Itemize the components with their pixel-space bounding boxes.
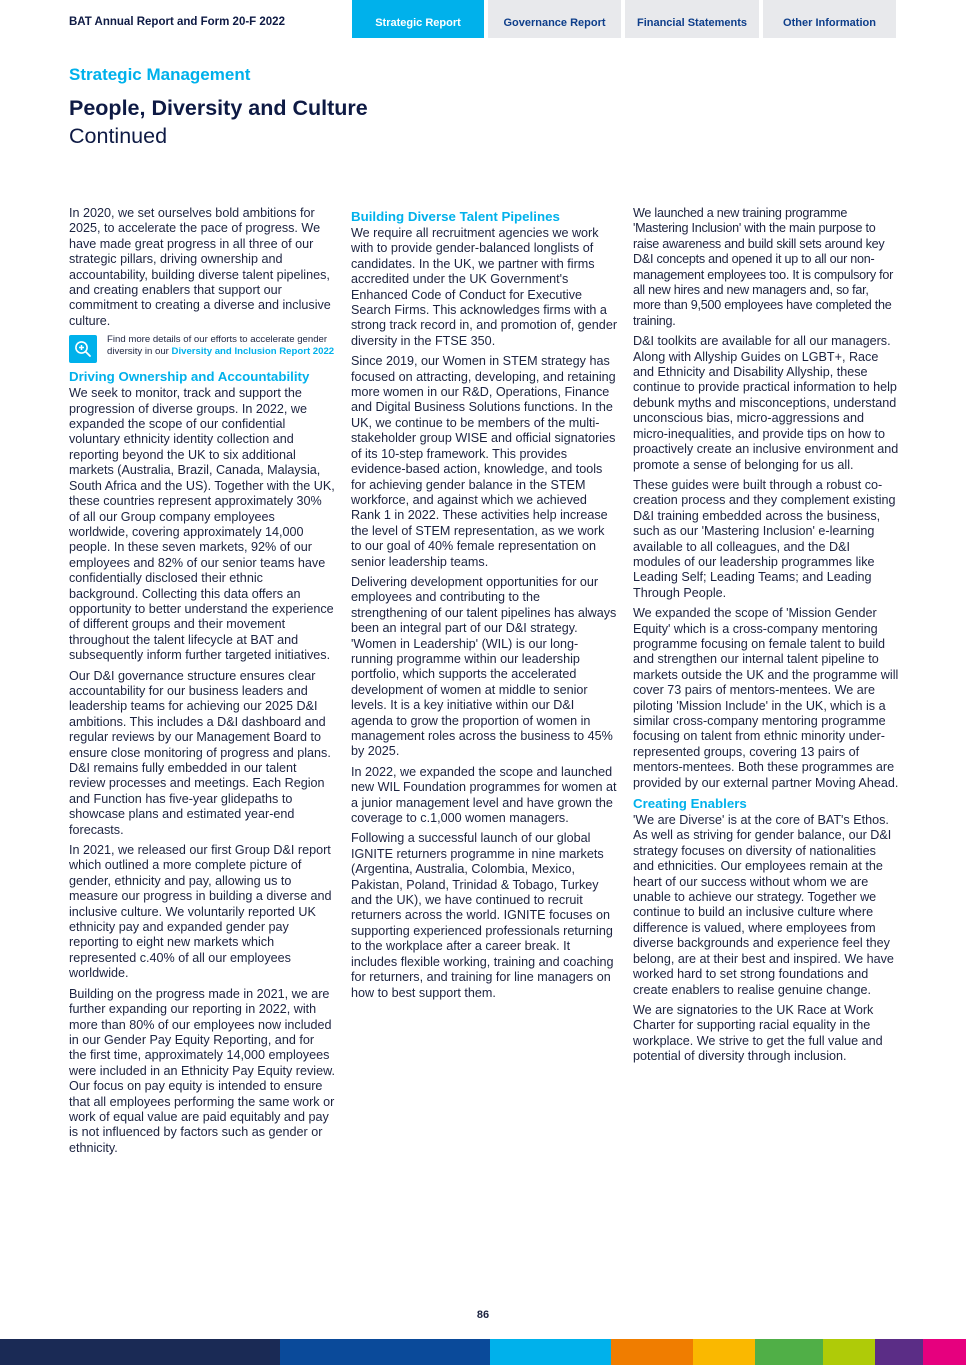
body-paragraph: In 2022, we expanded the scope and launched new WIL Foundation programmes for women at a junior management level and have grown the coverage to c.1,000 women managers.: [351, 764, 617, 826]
report-title: BAT Annual Report and Form 20-F 2022: [69, 16, 285, 28]
color-bar-segment: [923, 1339, 966, 1365]
section-tabs: [352, 0, 896, 38]
column-2: [351, 206, 617, 1006]
page-subtitle: Continued: [69, 124, 168, 148]
diversity-report-link[interactable]: Diversity and Inclusion Report 2022: [171, 345, 335, 357]
tab-other-information[interactable]: Other Information: [763, 0, 896, 38]
page-title: People, Diversity and Culture: [69, 96, 368, 120]
page-number: 86: [476, 1309, 490, 1321]
tab-governance-report[interactable]: Governance Report: [488, 0, 621, 38]
tab-strategic-report[interactable]: Strategic Report: [352, 0, 484, 38]
report-callout: [69, 334, 335, 363]
heading-driving-ownership: Driving Ownership and Accountability: [69, 369, 310, 385]
callout-description: Find more details of our efforts to accelerate gender diversity in our: [107, 334, 328, 357]
color-bar-segment: [875, 1339, 923, 1365]
heading-diverse-talent-pipelines: Building Diverse Talent Pipelines: [351, 209, 560, 224]
body-paragraph: We expanded the scope of 'Mission Gender Equity' which is a cross-company mentoring programme focusing on female talent to build and strengthen our internal talent pipeline to markets outside the UK and the programme will cover 73 pairs of mentors-mentees. We are piloting 'Mission Include' in the UK, which is a similar cross-company mentoring programme focusing on talent from ethnic minority under-represented groups, covering 13 pairs of mentors-mentees. Both these programmes are provided by our external partner Moving Ahead.: [633, 606, 899, 790]
body-paragraph: We are signatories to the UK Race at Work Charter for supporting racial equality in the workplace. We strive to get the full value and potential of diversity through inclusion.: [633, 1002, 883, 1064]
body-paragraph: These guides were built through a robust co-creation process and they complement existing D&I training embedded across the business, such as our 'Mastering Inclusion' e-learning available to all colleagues, and the D&I modules of our leadership programmes like Leading Self; Leading Teams; and Leading Through People.: [633, 477, 896, 600]
callout-text: [107, 334, 335, 357]
body-paragraph: We seek to monitor, track and support the progression of diverse groups. In 2022, we expanded the scope of our confidential voluntary ethnicity identity collection and reporting beyond the UK to six additional markets (Australia, Brazil, Canada, Malaysia, South Africa and the US). Together with the UK, these countries represent approximately 30% of all our Group company employees worldwide, covering approximately 14,000 people. In these seven markets, 92% of our employees and 82% of our senior teams have confidentially disclosed their ethnic background. Collecting this data offers an opportunity to better understand the experience of different groups and their movement throughout the talent lifecycle at BAT and subsequently inform further targeted initiatives.: [69, 386, 335, 663]
section-label: Strategic Management: [69, 65, 251, 84]
color-bar-segment: [0, 1339, 280, 1365]
body-paragraph: In 2021, we released our first Group D&I report which outlined a more complete picture of gender, ethnicity and pay, allowing us to measure our progress in building a diverse and inclusive culture. We voluntarily reported UK ethnicity pay and expanded gender pay reporting to eight new markets which represented c.40% of all our employees worldwide.: [69, 843, 332, 981]
color-bar-segment: [490, 1339, 611, 1365]
footer-color-bar: [0, 1339, 966, 1365]
intro-paragraph: In 2020, we set ourselves bold ambitions for 2025, to accelerate the pace of progress. We have made great progress in all three of our strategic pillars, driving ownership and accountability, building diverse talent pipelines, and creating enablers that support our commitment to creating a diverse and inclusive culture.: [69, 206, 331, 328]
body-paragraph: We require all recruitment agencies we work with to provide gender-balanced longlists of candidates. In the UK, we partner with firms accredited under the UK Government's Enhanced Code of Conduct for Executive Search Firms. This acknowledges firms with a strong track record in, and promotion of, gender diversity in the FTSE 350.: [351, 226, 618, 348]
body-paragraph: Delivering development opportunities for our employees and contributing to the strengthening of our talent pipelines has always been an integral part of our D&I strategy. 'Women in Leadership' (WIL) is our long-running programme within our leadership portfolio, which supports the accelerated development of women at middle to senior levels. It is a key initiative within our D&I agenda to grow the proportion of women in management roles across the business to 45% by 2025.: [351, 574, 617, 759]
color-bar-segment: [611, 1339, 693, 1365]
color-bar-segment: [823, 1339, 875, 1365]
body-paragraph: We launched a new training programme 'Mastering Inclusion' with the main purpose to raise awareness and build skill sets around key D&I concepts and opened it up to all our non-management employees too. It is compulsory for all new hires and new managers and, so far, more than 9,500 employees have completed the training.: [633, 206, 894, 328]
color-bar-segment: [280, 1339, 490, 1365]
body-paragraph: Our D&I governance structure ensures clear accountability for our business leaders and leadership teams for achieving our 2025 D&I ambitions. This includes a D&I dashboard and regular reviews by our Management Board to ensure close monitoring of progress and plans. D&I remains fully embedded in our talent review processes and meetings. Each Region and Function has five-year glidepaths to showcase plans and estimated year-end forecasts.: [69, 668, 331, 837]
body-paragraph: 'We are Diverse' is at the core of BAT's Ethos. As well as striving for gender balance, our D&I strategy focuses on diversity of nationalities and ethnicities. Our employees remain at the heart of our success without whom we are unable to achieve our strategy. Together we continue to build an inclusive culture where difference is valued, where employees from diverse backgrounds and experience feel they belong, are at their best and inspired. We have worked hard to set strong foundations and create enablers to realise genuine change.: [633, 813, 894, 997]
heading-creating-enablers: Creating Enablers: [633, 796, 747, 812]
body-paragraph: Since 2019, our Women in STEM strategy has focused on attracting, developing, and retaining more women in our R&D, Operations, Finance and Digital Business Solutions functions. In the UK, we continue to be members of the multi-stakeholder group WISE and official signatories of its 10-step framework. This provides evidence-based action, knowledge, and tools for achieving gender balance in the STEM workforce, and against which we achieved Rank 1 in 2022. These activities help increase the level of STEM representation, as we work to our goal of 40% female representation on senior leadership teams.: [351, 354, 616, 569]
color-bar-segment: [755, 1339, 823, 1365]
color-bar-segment: [693, 1339, 755, 1365]
body-paragraph: Building on the progress made in 2021, we are further expanding our reporting in 2022, with more than 80% of our employees now included in our Gender Pay Equity Reporting, and for the first time, approximately 14,000 employees were included in an Ethnicity Pay Equity review. Our focus on pay equity is intended to ensure that all employees performing the same work or work of equal value are paid equitably and pay is not influenced by factors such as gender or ethnicity.: [69, 986, 336, 1155]
body-paragraph: Following a successful launch of our global IGNITE returners programme in nine markets (Argentina, Australia, Colombia, Mexico, Pakistan, Poland, Trinidad & Tobago, Turkey and the UK), we have continued to recruit returners across the world. IGNITE focuses on supporting experienced professionals returning to the workplace after a career break. It includes flexible working, training and coaching for returners, and training for line managers on how to best support them.: [351, 831, 614, 1000]
column-3: [633, 206, 899, 1070]
body-paragraph: D&I toolkits are available for all our managers. Along with Allyship Guides on LGBT+, Race and Ethnicity and Disability Allyship, these continue to provide practical information to help debunk myths and misconceptions, understand unconscious bias, micro-aggressions and micro-inequalities, and provide tips on how to proactively create an inclusive environment and promote a sense of belonging for us all.: [633, 334, 899, 472]
zoom-in-icon[interactable]: [69, 335, 97, 363]
tab-financial-statements[interactable]: Financial Statements: [625, 0, 759, 38]
column-1: [69, 206, 335, 1161]
